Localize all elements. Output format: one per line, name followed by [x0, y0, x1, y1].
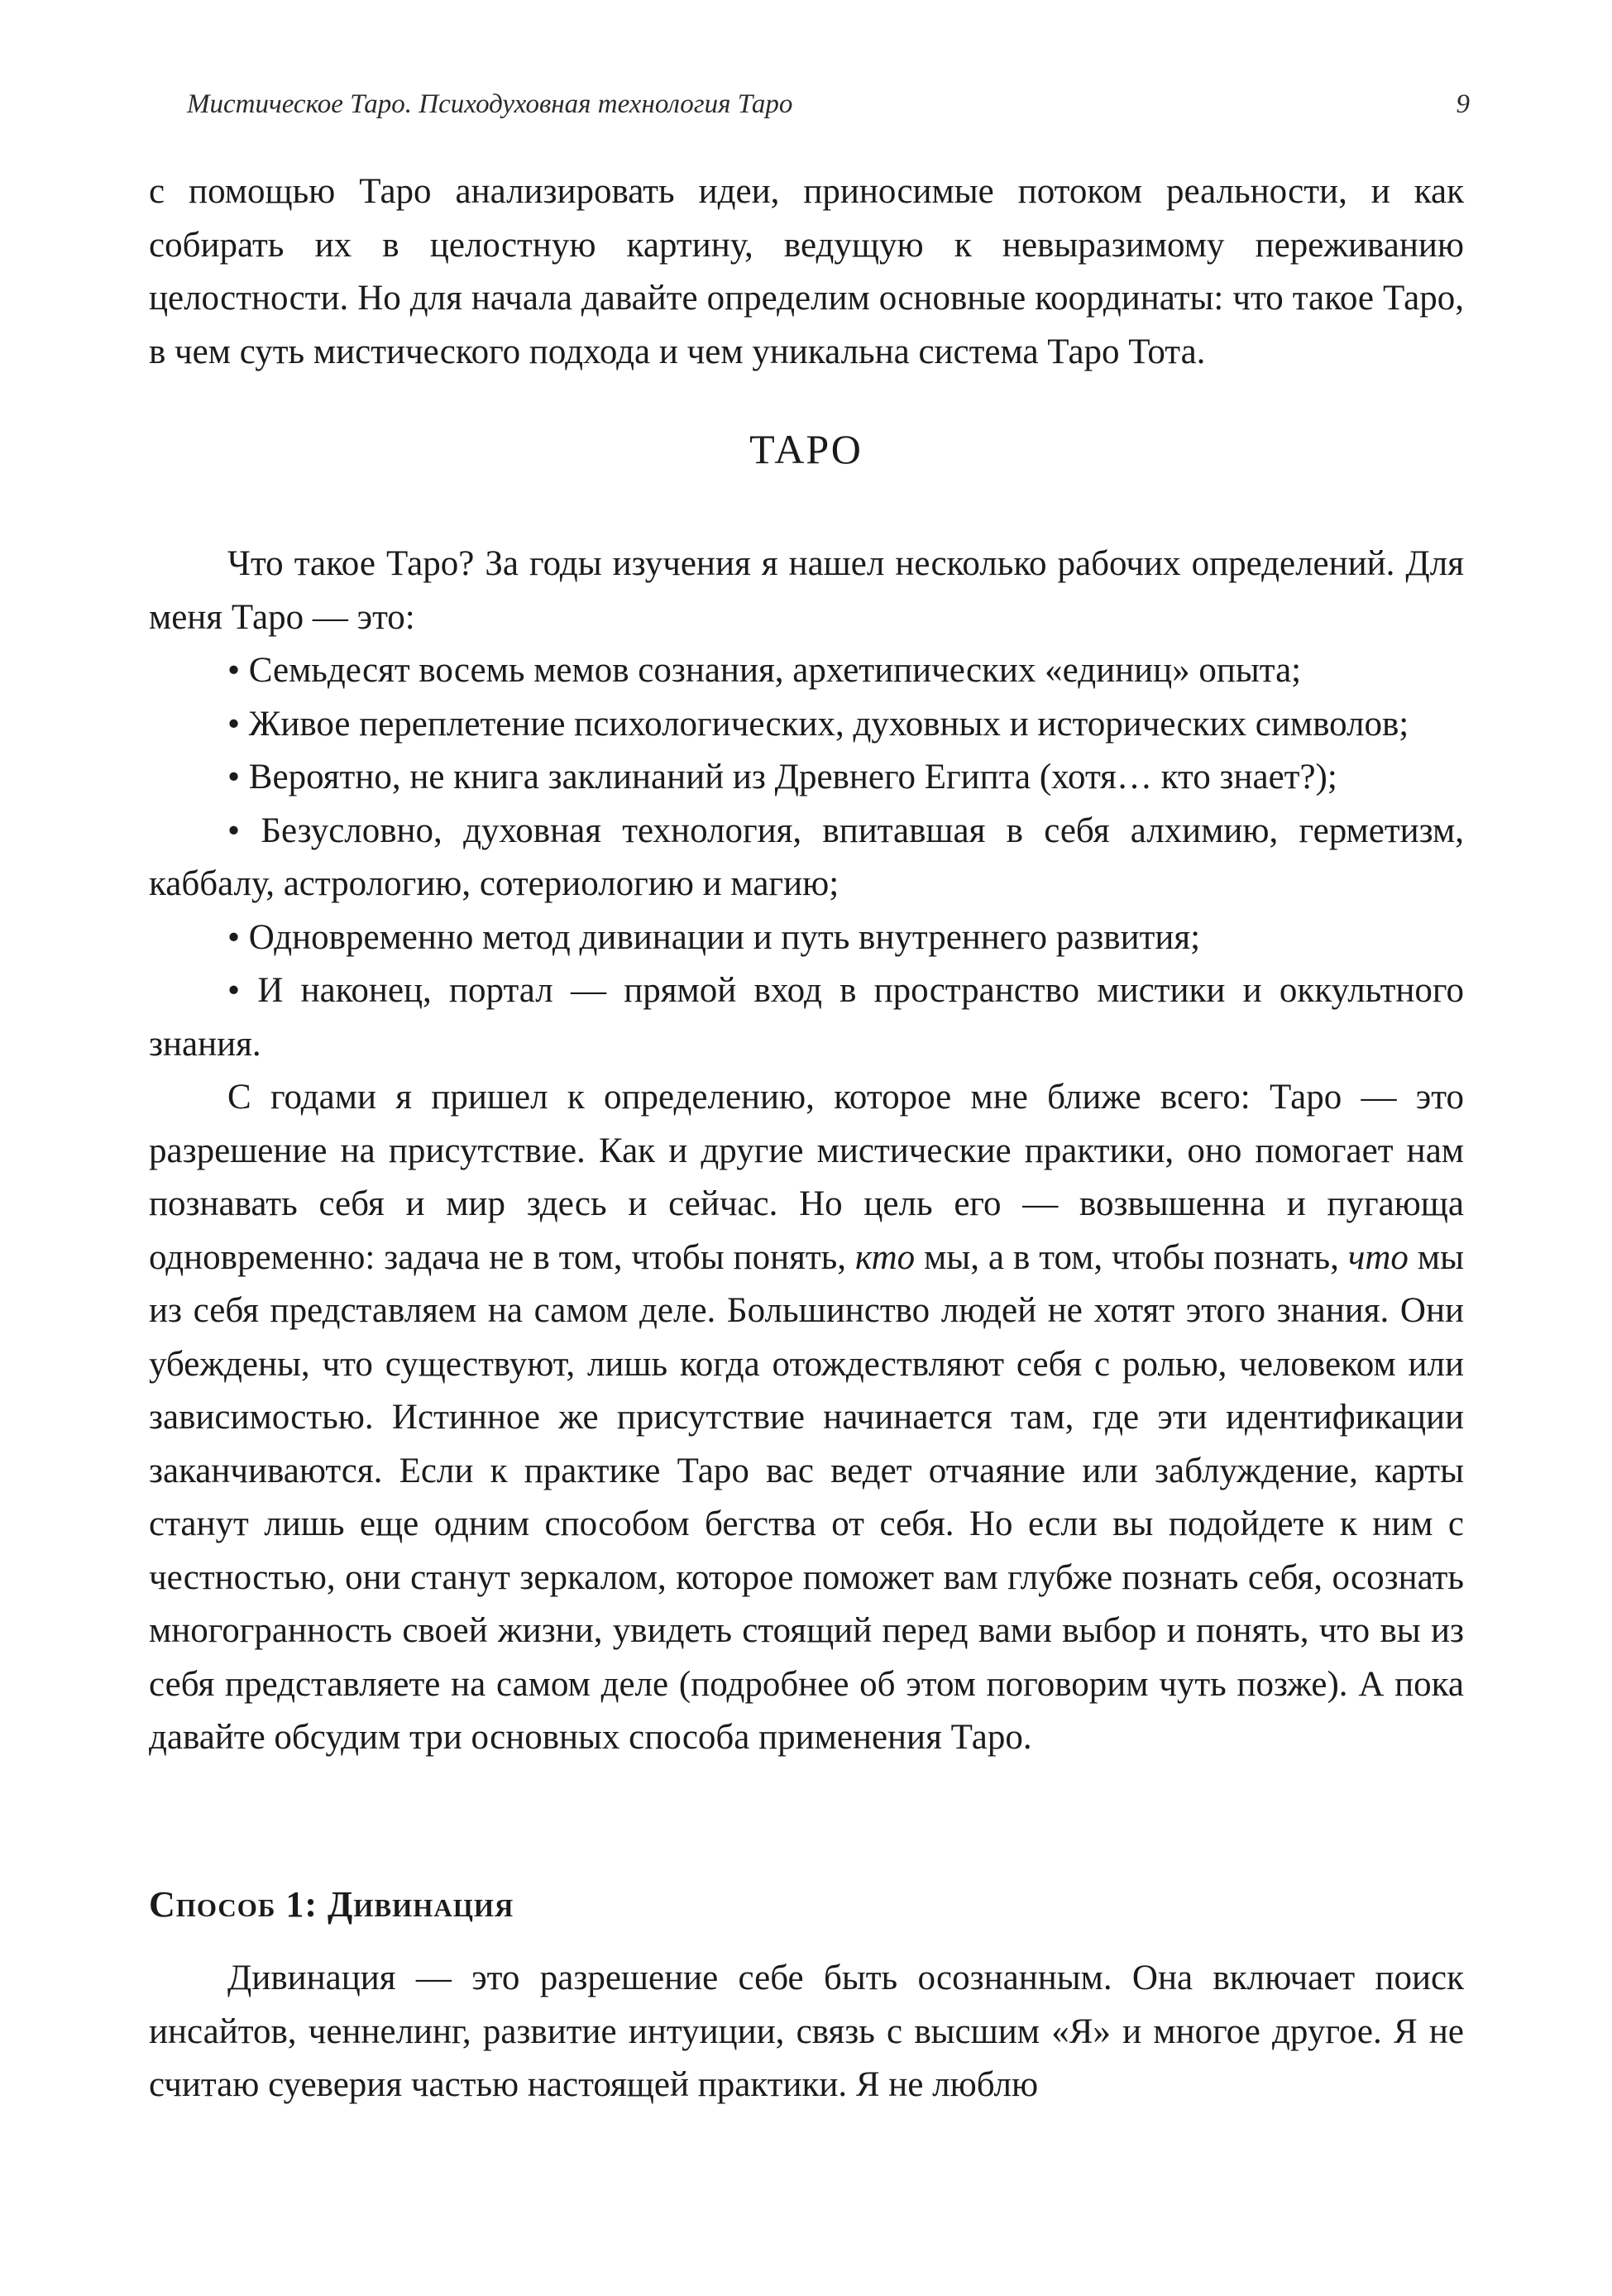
definition-text-part: мы из себя представляем на самом деле. Большинство людей не хотят этого знания. Они убеждены, что существуют, лишь когда отождествляют себя с ролью, человеком или зависимостью. Истинное же присутствие начинается там, где эти идентификации заканчиваются. Если к практике Таро вас ведет отчаяние или заблуждение, карты станут лишь еще одним способом бегства от себя. Но если вы подойдете к ним с честностью, они станут зеркалом, которое поможет вам глубже познать себя, осознать многогранность своей жизни, увидеть стоящий перед вами выбор и понять, что вы из себя представляете на самом деле (подробнее об этом поговорим чуть позже). А пока давайте обсудим три основных способа применения Таро. — [149, 1237, 1464, 1757]
subsection-title: Способ 1: Дивинация — [149, 1884, 514, 1925]
section-body — [149, 538, 1464, 1765]
running-header — [187, 89, 1470, 122]
bullet-item: • И наконец, портал — прямой вход в пространство мистики и оккультного знания. — [149, 971, 1464, 1064]
definition-text-part: С годами я пришел к определению, которое мне ближе всего: Таро — это разрешение на присутствие. Как и другие мистические практики, оно помогает нам познавать себя и мир здесь и сейчас. Но цель его — возвышенна и пугающа одновременно: задача не в том, чтобы понять, — [149, 1078, 1464, 1277]
emphasis-word: кто — [855, 1237, 916, 1277]
section-title: ТАРО — [749, 426, 863, 472]
page-number: 9 — [1456, 89, 1470, 119]
emphasis-word: что — [1347, 1237, 1409, 1277]
book-title-header: Мистическое Таро. Психодуховная технология Таро — [187, 89, 793, 119]
bullet-item: • Живое переплетение психологических, духовных и исторических символов; — [227, 704, 1409, 744]
definition-text-part: мы, а в том, чтобы познать, — [915, 1237, 1348, 1277]
definition-paragraph — [149, 1071, 1464, 1765]
bullet-item: • Одновременно метод дивинации и путь внутреннего развития; — [227, 917, 1201, 957]
section-lead-paragraph: Что такое Таро? За годы изучения я нашел несколько рабочих определений. Для меня Таро — это: — [149, 544, 1464, 637]
subsection-body — [149, 1952, 1464, 2112]
bullet-item: • Вероятно, не книга заклинаний из Древнего Египта (хотя… кто знает?); — [227, 758, 1337, 796]
bullet-item: • Безусловно, духовная технология, впитавшая в себя алхимию, герметизм, каббалу, астрологию, сотериологию и магию; — [149, 811, 1464, 903]
intro-block — [149, 165, 1464, 379]
subsection-paragraph: Дивинация — это разрешение себе быть осознанным. Она включает поиск инсайтов, ченнелинг, развитие интуиции, связь с высшим «Я» и многое другое. Я не считаю суеверия частью настоящей практики. Я не люблю — [149, 1959, 1464, 2104]
bullet-item: • Семьдесят восемь мемов сознания, архетипических «единиц» опыта; — [227, 651, 1302, 690]
intro-paragraph: с помощью Таро анализировать идеи, приносимые потоком реальности, и как собирать их в целостную картину, ведущую к невыразимому переживанию целостности. Но для начала давайте определим основные координаты: что такое Таро, в чем суть мистического подхода и чем уникальна система Таро Тота. — [149, 172, 1464, 371]
